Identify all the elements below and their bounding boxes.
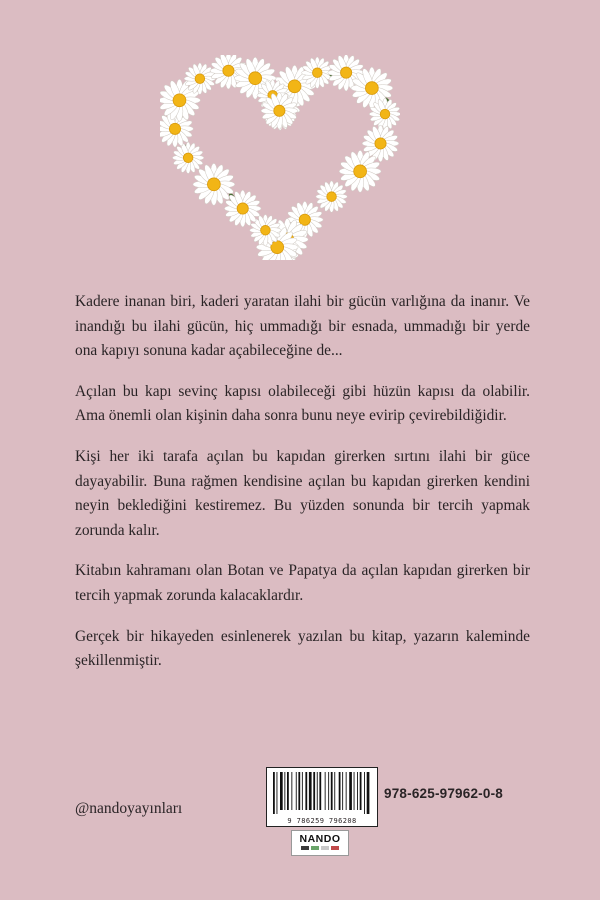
logo-color-bar (321, 846, 329, 850)
barcode-bar (287, 772, 289, 810)
publisher-logo-bars (292, 846, 348, 850)
back-cover-blurb (75, 290, 530, 690)
barcode-bar (367, 772, 370, 814)
barcode-bar (346, 772, 347, 810)
barcode-bar (357, 772, 358, 810)
barcode-bar (360, 772, 362, 810)
logo-color-bar (301, 846, 309, 850)
barcode-bar (273, 772, 275, 814)
logo-color-bar (331, 846, 339, 850)
blurb-paragraph: Gerçek bir hikayeden esinlenerek yazılan bu kitap, yazarın kaleminde şekillenmiştir. (75, 627, 530, 670)
barcode-bar (328, 772, 329, 810)
blurb-paragraph: Kadere inanan biri, kaderi yaratan ilahi bir gücün varlığına da inanır. Ve inandığı bu ilahi gücün, hiç ummadığı bir esnada, ummadığı bir yerde ona kapıyı sonuna kadar açabileceğine de... (75, 293, 530, 360)
barcode-bar (354, 772, 355, 810)
barcode-bar (325, 772, 326, 810)
blurb-paragraph: Kitabın kahramanı olan Botan ve Papatya da açılan kapıdan girerken bir tercih yapmak zorunda kalacaklardır. (75, 562, 530, 604)
barcode-bar (364, 772, 365, 814)
barcode-bar (284, 772, 285, 810)
daisy-flower (193, 163, 235, 205)
barcode-bar (319, 772, 321, 810)
daisy-flower (184, 63, 216, 94)
barcode-bar (339, 772, 341, 810)
barcode-bar (298, 772, 300, 810)
barcode-bar (317, 772, 318, 810)
barcode-bar (342, 772, 343, 810)
barcode-bar (291, 772, 292, 810)
daisy-flower (172, 142, 203, 174)
daisy-flower (369, 98, 400, 130)
daisy-flower (261, 92, 298, 129)
barcode-bar (334, 772, 335, 810)
daisy-flower (316, 181, 348, 213)
blurb-paragraph: Kişi her iki tarafa açılan bu kapıdan girerken sırtını ilahi bir güce dayayabilir. Buna rağmen kendisine açılan bu kapıdan girerken kendini neyin beklediğini kestiremez. Bu yüzden sonunda bir tercih yapmak zorunda kalır. (75, 447, 530, 539)
logo-color-bar (311, 846, 319, 850)
barcode-bar (296, 772, 297, 810)
blurb-paragraph: Açılan bu kapı sevinç kapısı olabileceği gibi hüzün kapısı da olabilir. Ama önemli olan kişinin daha sonra bunu neye evirip çevirebildiğidir. (75, 382, 530, 425)
publisher-social-handle: @nandoyayınları (75, 800, 183, 817)
barcode-bar (280, 772, 283, 810)
barcode-bar (313, 772, 315, 810)
barcode-bar (331, 772, 333, 810)
daisy-heart-illustration (160, 55, 400, 260)
barcode-digits: 9 786259 796208 (287, 817, 357, 825)
publisher-name: NANDO (299, 833, 341, 845)
daisy-flower (339, 150, 381, 192)
barcode-bar (349, 772, 352, 810)
barcode-bar (277, 772, 278, 814)
barcode-bar (309, 772, 312, 810)
isbn-barcode (266, 767, 378, 827)
publisher-logo (291, 830, 349, 856)
barcode-bar (305, 772, 307, 810)
barcode-bar (302, 772, 303, 810)
daisy-flower (224, 190, 261, 227)
isbn-number: 978-625-97962-0-8 (384, 786, 503, 801)
